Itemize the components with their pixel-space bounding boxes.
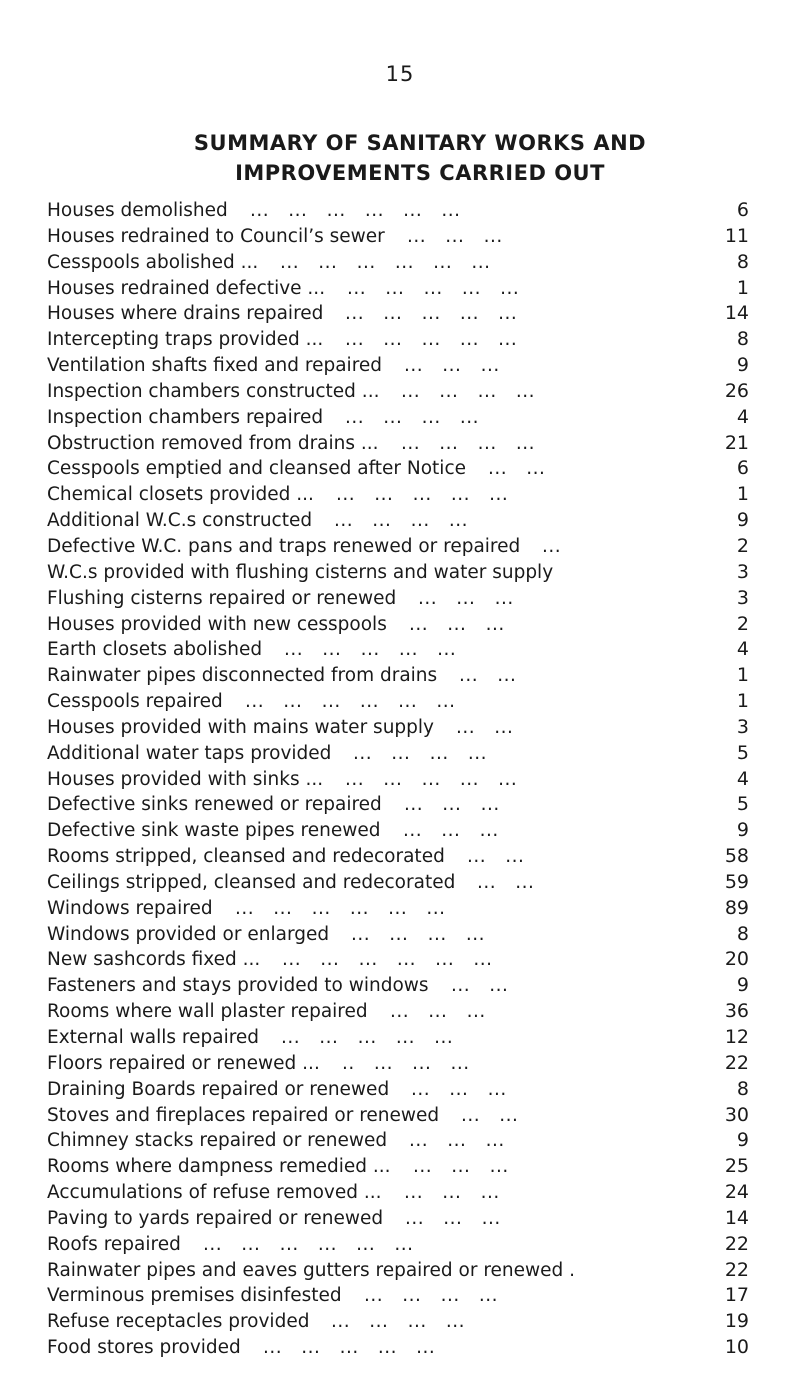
list-item [47, 947, 749, 973]
item-label: Ventilation shafts fixed and repaired [47, 355, 383, 377]
item-value: 10 [724, 1336, 749, 1359]
list-item [47, 1025, 749, 1051]
item-label: Windows repaired [47, 897, 213, 919]
leader-dots: ... ... ... ... ... [345, 303, 518, 325]
item-label: Rooms where wall plaster repaired [47, 1001, 368, 1023]
item-value: 17 [724, 1284, 749, 1307]
item-label: Accumulations of refuse removed ... [47, 1182, 382, 1204]
leader-dots: ... [542, 535, 562, 557]
list-item [47, 301, 749, 327]
list-item [47, 560, 749, 586]
item-value: 5 [736, 741, 749, 764]
item-label: Floors repaired or renewed ... [47, 1052, 320, 1074]
list-item [47, 276, 749, 302]
list-item [47, 1180, 749, 1206]
list-item [47, 1258, 749, 1284]
item-label: Ceilings stripped, cleansed and redecorated [47, 871, 456, 893]
item-label: Paving to yards repaired or renewed [47, 1207, 384, 1229]
leader-dots: ... ... ... ... [401, 380, 535, 402]
list-item [47, 844, 749, 870]
list-item [47, 431, 749, 457]
item-value: 9 [736, 1129, 749, 1152]
list-item [47, 1206, 749, 1232]
item-label: Food stores provided [47, 1337, 241, 1359]
item-value: 9 [736, 354, 749, 377]
item-label: Chimney stacks repaired or renewed [47, 1130, 388, 1152]
list-item [47, 508, 749, 534]
list-item [47, 1128, 749, 1154]
item-label: Earth closets abolished [47, 639, 263, 661]
item-value: 3 [736, 560, 749, 583]
item-value: 3 [736, 715, 749, 738]
item-label: Roofs repaired [47, 1233, 181, 1255]
leader-dots: .. ... ... ... [342, 1052, 470, 1074]
leader-dots: ... ... [456, 716, 514, 738]
leader-dots: ... ... ... ... ... [263, 1337, 436, 1359]
page-title [0, 128, 800, 188]
item-label: Houses where drains repaired [47, 303, 324, 325]
leader-dots: ... ... ... ... ... [281, 1027, 454, 1048]
item-value: 6 [736, 199, 749, 221]
item-label: Additional W.C.s constructed [47, 510, 313, 532]
list-item [47, 1154, 749, 1180]
item-value: 21 [724, 431, 749, 454]
list-item [47, 896, 749, 922]
leader-dots: ... ... [467, 846, 525, 868]
list-item [47, 767, 749, 793]
item-value: 22 [724, 1051, 749, 1074]
list-item [47, 534, 749, 560]
leader-dots: ... ... ... [407, 225, 503, 247]
item-label: Windows provided or enlarged [47, 923, 330, 945]
item-label: Inspection chambers repaired [47, 406, 324, 428]
item-label: Defective W.C. pans and traps renewed or repaired [47, 535, 521, 557]
item-value: 11 [724, 224, 749, 247]
leader-dots: ... ... [459, 665, 517, 687]
leader-dots: ... ... ... ... [345, 406, 479, 428]
list-item [47, 715, 749, 741]
item-value: 2 [736, 612, 749, 635]
list-item [47, 224, 749, 250]
item-value: 3 [736, 586, 749, 609]
leader-dots: ... ... ... [411, 1078, 507, 1100]
list-item [47, 973, 749, 999]
item-value: 8 [736, 1077, 749, 1100]
list-item [47, 586, 749, 612]
item-value: 14 [724, 302, 749, 325]
item-label: Cesspools emptied and cleansed after Notice [47, 458, 466, 480]
title-line-1: SUMMARY OF SANITARY WORKS AND [193, 131, 647, 155]
leader-dots: ... ... ... [418, 587, 514, 609]
list-item [47, 198, 749, 224]
item-label: Houses provided with sinks ... [47, 768, 324, 790]
item-value: 1 [736, 483, 749, 506]
leader-dots: ... ... ... ... ... [284, 639, 457, 661]
list-item [47, 456, 749, 482]
item-value: 8 [736, 328, 749, 351]
summary-list [47, 198, 749, 1361]
leader-dots: ... ... ... ... ... ... [282, 949, 493, 971]
list-item [47, 792, 749, 818]
item-value: 36 [724, 1000, 749, 1023]
item-value: 22 [724, 1232, 749, 1255]
leader-dots: ... ... ... ... [401, 432, 535, 454]
list-item [47, 1335, 749, 1361]
item-label: Houses redrained to Council’s sewer [47, 225, 385, 247]
item-label: Flushing cisterns repaired or renewed [47, 587, 397, 609]
item-label: Additional water taps provided [47, 742, 332, 764]
leader-dots: ... ... [477, 871, 535, 893]
item-label: Houses demolished [47, 200, 228, 221]
list-item [47, 1077, 749, 1103]
item-value: 1 [736, 664, 749, 687]
leader-dots: ... ... ... [404, 794, 500, 816]
item-label: Verminous premises disinfested [47, 1285, 342, 1307]
leader-dots: ... ... ... ... ... [347, 277, 520, 299]
item-value: 25 [724, 1155, 749, 1178]
item-label: Fasteners and stays provided to windows [47, 975, 429, 997]
item-value: 4 [736, 767, 749, 790]
item-value: 9 [736, 819, 749, 842]
item-value: 1 [736, 276, 749, 299]
leader-dots: ... ... ... ... [331, 1311, 465, 1333]
leader-dots: ... ... ... [409, 613, 505, 635]
list-item [47, 250, 749, 276]
item-value: 22 [724, 1258, 749, 1281]
leader-dots: ... ... [488, 458, 546, 480]
item-value: 58 [724, 845, 749, 868]
leader-dots: ... ... ... ... ... [345, 768, 518, 790]
item-label: Rainwater pipes disconnected from drains [47, 665, 438, 687]
item-value: 6 [736, 457, 749, 480]
page-number: 15 [385, 62, 415, 86]
item-label: Houses provided with mains water supply [47, 716, 434, 738]
list-item [47, 353, 749, 379]
item-value: 26 [724, 379, 749, 402]
item-label: Houses provided with new cesspools [47, 613, 387, 635]
leader-dots: ... ... ... ... ... ... [245, 691, 456, 713]
leader-dots: ... ... ... [404, 1182, 500, 1204]
item-value: 14 [724, 1206, 749, 1229]
item-value: 8 [736, 922, 749, 945]
list-item [47, 689, 749, 715]
list-item [47, 663, 749, 689]
item-value: 5 [736, 793, 749, 816]
list-item [47, 612, 749, 638]
list-item [47, 1309, 749, 1335]
item-label: Obstruction removed from drains ... [47, 432, 379, 454]
item-value: 19 [724, 1310, 749, 1333]
item-label: Rooms stripped, cleansed and redecorated [47, 846, 445, 868]
item-label: Defective sink waste pipes renewed [47, 820, 381, 842]
item-label: W.C.s provided with flushing cisterns and water supply [47, 561, 554, 583]
item-value: 8 [736, 250, 749, 273]
item-label: Intercepting traps provided ... [47, 329, 324, 351]
item-label: Rooms where dampness remedied ... [47, 1156, 391, 1178]
title-line-2: IMPROVEMENTS CARRIED OUT [235, 161, 605, 185]
leader-dots: ... ... ... ... ... ... [203, 1233, 414, 1255]
item-value: 59 [724, 870, 749, 893]
item-value: 30 [724, 1103, 749, 1126]
list-item [47, 637, 749, 663]
item-value: 89 [724, 896, 749, 919]
item-label: External walls repaired [47, 1027, 260, 1048]
list-item [47, 1103, 749, 1129]
leader-dots: ... ... ... [404, 355, 500, 377]
list-item [47, 379, 749, 405]
item-label: Cesspools abolished ... [47, 251, 259, 273]
leader-dots: ... ... [461, 1104, 519, 1126]
leader-dots: ... ... ... ... ... ... [250, 200, 461, 221]
leader-dots: ... ... ... ... [351, 923, 485, 945]
list-item [47, 482, 749, 508]
list-item [47, 1283, 749, 1309]
item-label: Cesspools repaired [47, 691, 223, 713]
item-value: 9 [736, 974, 749, 997]
item-label: Houses redrained defective ... [47, 277, 326, 299]
list-item [47, 999, 749, 1025]
leader-dots: ... ... ... ... [353, 742, 487, 764]
leader-dots: ... ... ... [390, 1001, 486, 1023]
leader-dots: ... ... ... ... [364, 1285, 498, 1307]
item-value: 9 [736, 509, 749, 532]
leader-dots: ... ... ... [405, 1207, 501, 1229]
list-item [47, 405, 749, 431]
item-value: 24 [724, 1181, 749, 1204]
list-item [47, 327, 749, 353]
leader-dots: ... ... ... [409, 1130, 505, 1152]
list-item [47, 741, 749, 767]
list-item [47, 1051, 749, 1077]
leader-dots: ... ... ... [413, 1156, 509, 1178]
item-value: 12 [724, 1026, 749, 1048]
list-item [47, 818, 749, 844]
item-label: New sashcords fixed ... [47, 949, 261, 971]
item-label: Stoves and fireplaces repaired or renewed [47, 1104, 440, 1126]
list-item [47, 922, 749, 948]
item-label: Draining Boards repaired or renewed [47, 1078, 390, 1100]
list-item [47, 870, 749, 896]
item-value: 20 [724, 948, 749, 971]
item-value: 2 [736, 534, 749, 557]
leader-dots: ... ... ... ... [334, 510, 468, 532]
item-label: Inspection chambers constructed ... [47, 380, 380, 402]
list-item [47, 1232, 749, 1258]
leader-dots: ... ... ... ... ... [336, 484, 509, 506]
leader-dots: ... ... ... ... ... [345, 329, 518, 351]
item-label: Rainwater pipes and eaves gutters repaired or renewed . [47, 1259, 576, 1281]
item-value: 4 [736, 405, 749, 428]
leader-dots: ... ... [451, 975, 509, 997]
leader-dots: ... ... ... ... ... ... [280, 251, 491, 273]
item-value: 1 [736, 690, 749, 713]
item-value: 4 [736, 638, 749, 661]
item-label: Refuse receptacles provided [47, 1311, 310, 1333]
item-label: Chemical closets provided ... [47, 484, 314, 506]
item-label: Defective sinks renewed or repaired [47, 794, 382, 816]
leader-dots: ... ... ... ... ... ... [235, 897, 446, 919]
leader-dots: ... ... ... [403, 820, 499, 842]
